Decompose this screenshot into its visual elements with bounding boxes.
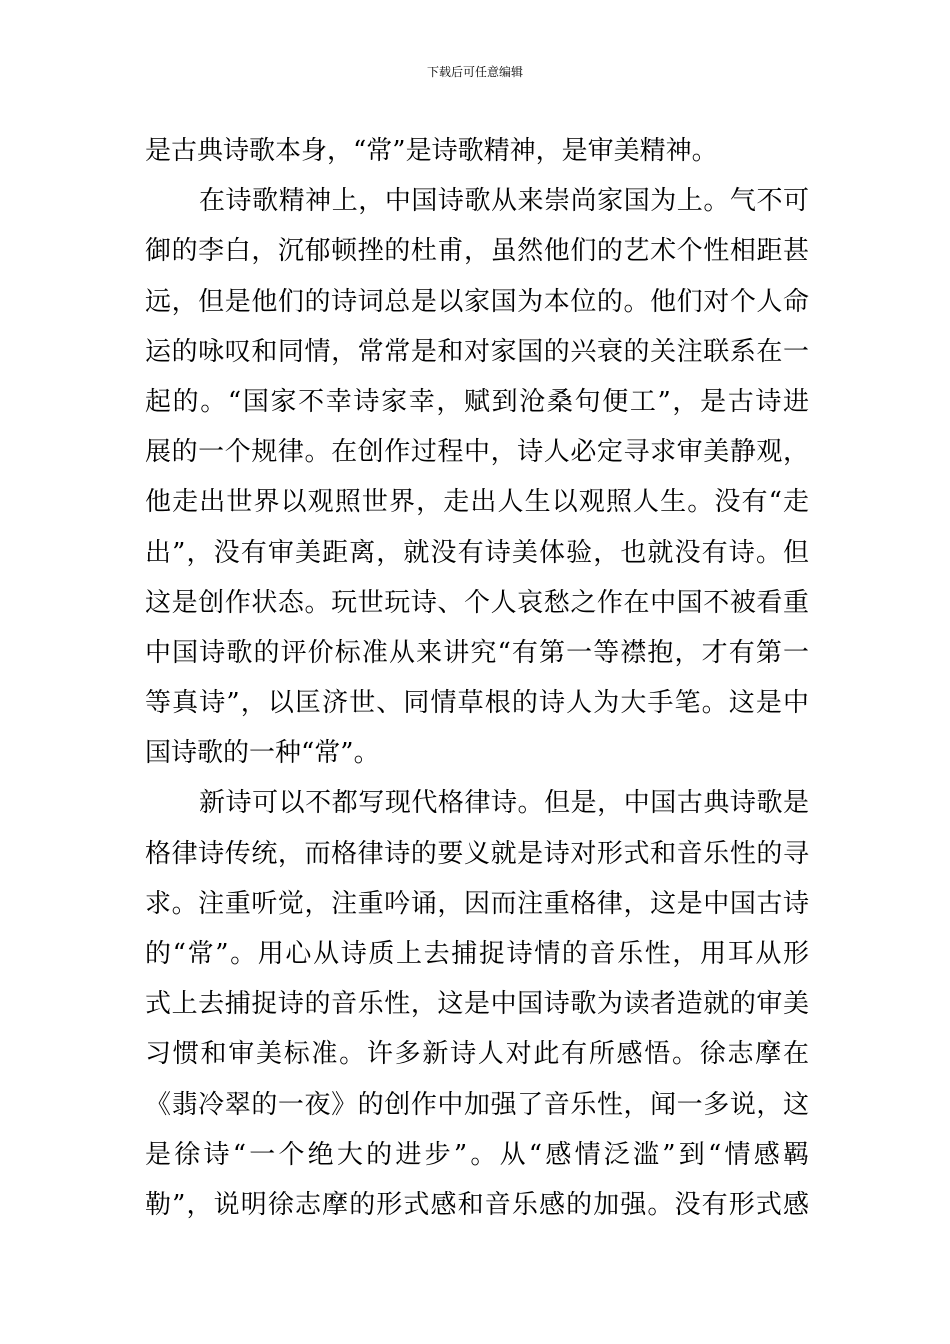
text-line: 起的。“国家不幸诗家幸，赋到沧桑句便工”，是古诗进: [145, 386, 809, 417]
text-line: 出”，没有审美距离，就没有诗美体验，也就没有诗。但: [145, 537, 809, 568]
paragraph-first-line: 新诗可以不都写现代格律诗。但是，中国古典诗歌是: [199, 788, 809, 819]
body-text: [145, 126, 809, 1230]
text-line: 国诗歌的一种“常”。: [145, 738, 380, 769]
text-line: 远，但是他们的诗词总是以家国为本位的。他们对个人命: [145, 286, 809, 317]
text-line: 是古典诗歌本身，“常”是诗歌精神，是审美精神。: [145, 136, 718, 166]
text-line: 这是创作状态。玩世玩诗、个人哀愁之作在中国不被看重: [145, 587, 809, 618]
text-line: 中国诗歌的评价标准从来讲究“有第一等襟抱，才有第一: [145, 637, 809, 668]
paragraph-first-line: 在诗歌精神上，中国诗歌从来崇尚家国为上。气不可: [199, 186, 809, 217]
text-line: 是徐诗“一个绝大的进步”。从“感情泛滥”到“情感羁: [145, 1139, 809, 1170]
text-line: 求。注重听觉，注重吟诵，因而注重格律，这是中国古诗: [145, 888, 809, 919]
text-line: 他走出世界以观照世界，走出人生以观照人生。没有“走: [145, 487, 809, 518]
text-line: 的“常”。用心从诗质上去捕捉诗情的音乐性，用耳从形: [145, 939, 809, 969]
text-line: 习惯和审美标准。许多新诗人对此有所感悟。徐志摩在: [145, 1039, 809, 1070]
text-line: 格律诗传统，而格律诗的要义就是诗对形式和音乐性的寻: [145, 838, 809, 869]
text-line: 式上去捕捉诗的音乐性，这是中国诗歌为读者造就的审美: [145, 989, 809, 1020]
page-header: 下载后可任意编辑: [426, 65, 523, 79]
text-line: 运的咏叹和同情，常常是和对家国的兴衰的关注联系在一: [145, 336, 809, 367]
text-line: 《翡冷翠的一夜》的创作中加强了音乐性，闻一多说，这: [145, 1089, 809, 1120]
text-line: 等真诗”，以匡济世、同情草根的诗人为大手笔。这是中: [145, 688, 809, 719]
text-line: 勒”，说明徐志摩的形式感和音乐感的加强。没有形式感: [145, 1189, 809, 1220]
text-line: 御的李白，沉郁顿挫的杜甫，虽然他们的艺术个性相距甚: [145, 236, 809, 267]
text-line: 展的一个规律。在创作过程中，诗人必定寻求审美静观，: [145, 437, 809, 468]
